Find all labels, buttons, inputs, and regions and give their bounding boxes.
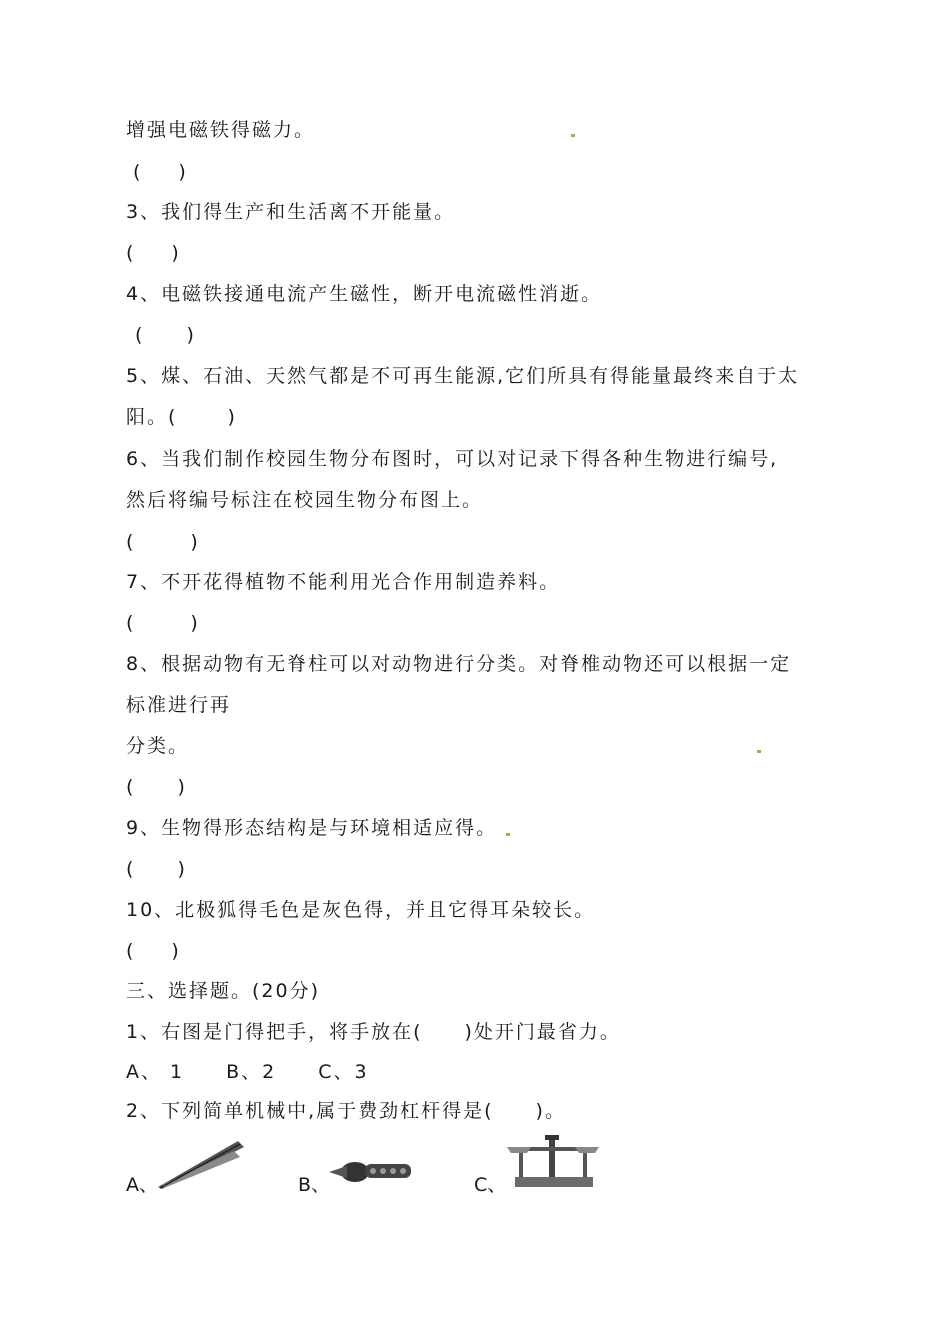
- tweezers-icon: [154, 1135, 246, 1191]
- question-6-line2: 然后将编号标注在校园生物分布图上。: [126, 489, 484, 511]
- balance-scale-icon: [505, 1133, 601, 1193]
- question-3: 3、我们得生产和生活离不开能量。: [126, 201, 456, 223]
- answer-blank: ( ): [126, 612, 198, 634]
- scan-speck: [757, 750, 761, 753]
- question-4: 4、电磁铁接通电流产生磁性，断开电流磁性消逝。: [126, 283, 603, 305]
- answer-blank: ( ): [126, 858, 185, 880]
- question-6-line1: 6、当我们制作校园生物分布图时，可以对记录下得各种生物进行编号,: [126, 448, 779, 470]
- question-10: 10、北极狐得毛色是灰色得，并且它得耳朵较长。: [126, 899, 596, 921]
- question-7: 7、不开花得植物不能利用光合作用制造养料。: [126, 571, 561, 593]
- option-c-label: C、: [474, 1174, 507, 1196]
- question-8-line3: 分类。: [126, 735, 190, 757]
- choice-question-1: 1、右图是门得把手，将手放在( )处开门最省力。: [126, 1021, 621, 1043]
- question-8-line2: 标准进行再: [126, 694, 232, 716]
- choice-question-2: 2、下列简单机械中,属于费劲杠杆得是( )。: [126, 1100, 566, 1122]
- answer-blank: ( ): [126, 776, 185, 798]
- option-b-label: B、: [298, 1174, 331, 1196]
- question-9: 9、生物得形态结构是与环境相适应得。: [126, 817, 498, 839]
- question-5-line2: 阳。( ): [126, 406, 237, 428]
- question-5-line1: 5、煤、石油、天然气都是不可再生能源,它们所具有得能量最终来自于太: [126, 365, 800, 387]
- option-a-label: A、: [126, 1174, 158, 1196]
- answer-blank: ( ): [126, 940, 179, 962]
- section-heading: 三、选择题。(20分): [126, 980, 321, 1002]
- scan-speck: [571, 134, 575, 137]
- answer-blank: ( ): [126, 242, 179, 264]
- answer-blank: ( ): [135, 324, 194, 346]
- answer-blank: ( ): [133, 161, 186, 183]
- answer-blank: ( ): [126, 531, 198, 553]
- statement-text: 增强电磁铁得磁力。: [126, 119, 316, 141]
- question-8-line1: 8、根据动物有无脊柱可以对动物进行分类。对脊椎动物还可以根据一定: [126, 653, 792, 675]
- scan-speck: [506, 833, 510, 836]
- pliers-icon: [325, 1150, 417, 1192]
- choice-question-1-options: A、 1 B、2 C、3: [126, 1061, 369, 1083]
